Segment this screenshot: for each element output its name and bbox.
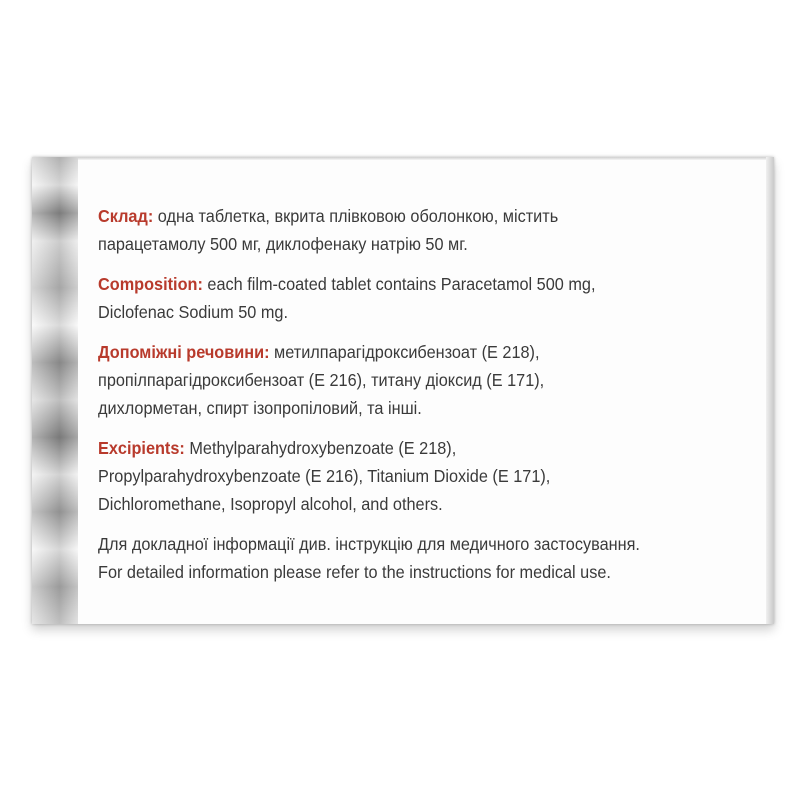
section-excipients-en <box>98 434 693 518</box>
text-line <box>98 434 693 462</box>
text-line: парацетамолу 500 мг, диклофенаку натрію 50 мг. <box>98 234 468 254</box>
composition-text-block <box>98 202 693 586</box>
section-label: Склад: <box>98 206 154 226</box>
section-text: each film-coated tablet contains Paracetamol 500 mg, <box>202 274 596 294</box>
section-text: одна таблетка, вкрита плівковою оболонкою, містить <box>153 206 559 226</box>
box-right-edge <box>766 157 774 624</box>
text-line: пропілпарагідроксибензоат (E 216), титану діоксид (E 171), <box>98 370 545 390</box>
footer-note <box>98 530 693 586</box>
section-composition-uk <box>98 202 693 258</box>
text-line: Diclofenac Sodium 50 mg. <box>98 302 288 322</box>
section-composition-en <box>98 270 693 326</box>
silver-foil-strip <box>32 157 78 624</box>
text-line <box>98 202 693 230</box>
text-line <box>98 338 693 366</box>
section-label: Excipients: <box>98 438 185 458</box>
text-line <box>98 270 693 298</box>
section-excipients-uk <box>98 338 693 422</box>
text-line: Propylparahydroxybenzoate (E 216), Titanium Dioxide (E 171), <box>98 466 551 486</box>
text-line: Dichloromethane, Isopropyl alcohol, and others. <box>98 494 443 514</box>
box-top-edge <box>32 157 774 160</box>
footer-line-uk: Для докладної інформації див. інструкцію для медичного застосування. <box>98 534 640 554</box>
section-text: метилпарагідроксибензоат (E 218), <box>269 342 540 362</box>
section-text: Methylparahydroxybenzoate (E 218), <box>184 438 457 458</box>
section-label: Composition: <box>98 274 203 294</box>
section-label: Допоміжні речовини: <box>98 342 270 362</box>
footer-line-en: For detailed information please refer to the instructions for medical use. <box>98 562 611 582</box>
medicine-box-side <box>32 157 774 624</box>
text-line: дихлорметан, спирт ізопропіловий, та інші. <box>98 398 422 418</box>
